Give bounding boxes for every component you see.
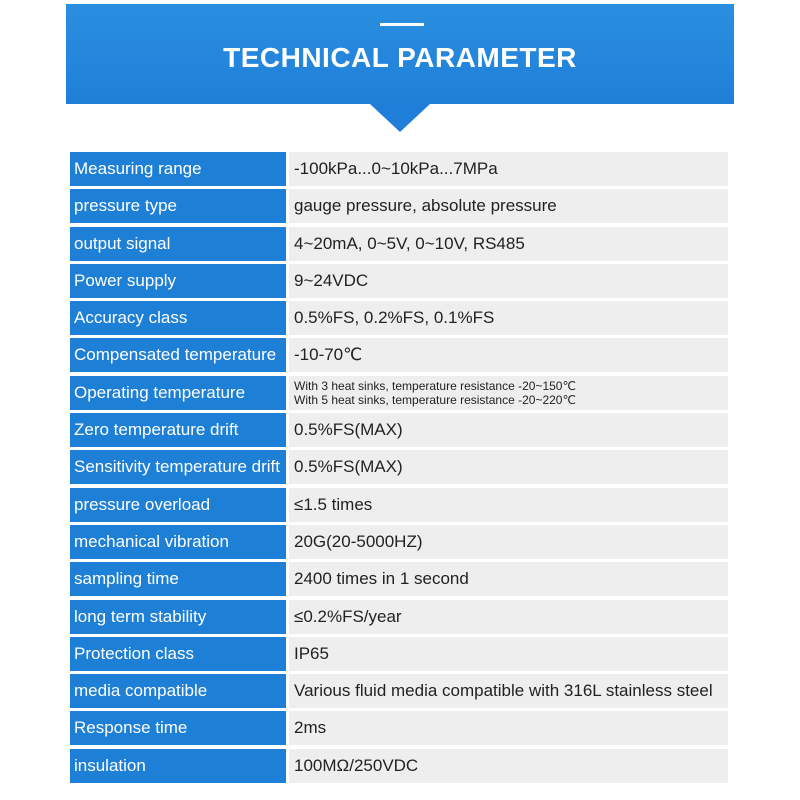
row-label: pressure type [70,189,286,223]
row-label: Compensated temperature [70,338,286,372]
row-label: Measuring range [70,152,286,186]
table-row [70,338,728,372]
table-row [70,413,728,447]
row-label: long term stability [70,600,286,634]
row-value: 0.5%FS(MAX) [289,450,728,484]
table-row [70,711,728,745]
banner-arrow-shape [370,104,430,132]
row-value: 9~24VDC [289,264,728,298]
row-value: ≤0.2%FS/year [289,600,728,634]
table-row [70,264,728,298]
row-value [289,376,728,410]
row-label: output signal [70,227,286,261]
row-label: sampling time [70,562,286,596]
row-value: -10-70℃ [289,338,728,372]
row-label: Protection class [70,637,286,671]
row-value: gauge pressure, absolute pressure [289,189,728,223]
row-label: mechanical vibration [70,525,286,559]
row-label: Operating temperature [70,376,286,410]
row-label: Accuracy class [70,301,286,335]
table-row [70,749,728,783]
row-value: 2ms [289,711,728,745]
table-row [70,525,728,559]
row-label: insulation [70,749,286,783]
row-value: Various fluid media compatible with 316L stainless steel [289,674,728,708]
row-value: 100MΩ/250VDC [289,749,728,783]
banner-divider-line [380,23,424,26]
row-value-line: With 3 heat sinks, temperature resistance -20~150℃ [294,378,576,393]
row-value-line: With 5 heat sinks, temperature resistance -20~220℃ [294,392,576,407]
table-row [70,674,728,708]
table-row [70,488,728,522]
page-title: TECHNICAL PARAMETER [223,42,577,73]
table-row [70,376,728,410]
table-row [70,450,728,484]
row-value: IP65 [289,637,728,671]
table-row [70,637,728,671]
row-label: media compatible [70,674,286,708]
row-value: 20G(20-5000HZ) [289,525,728,559]
row-label: Response time [70,711,286,745]
table-row [70,301,728,335]
table-row [70,152,728,186]
row-value: 0.5%FS, 0.2%FS, 0.1%FS [289,301,728,335]
row-value: ≤1.5 times [289,488,728,522]
row-label: Sensitivity temperature drift [70,450,286,484]
table-row [70,227,728,261]
table-row [70,600,728,634]
row-value: -100kPa...0~10kPa...7MPa [289,152,728,186]
row-value: 0.5%FS(MAX) [289,413,728,447]
row-label: Power supply [70,264,286,298]
row-label: pressure overload [70,488,286,522]
table-row [70,562,728,596]
table-row [70,189,728,223]
row-value: 4~20mA, 0~5V, 0~10V, RS485 [289,227,728,261]
parameter-table [70,152,728,786]
row-value: 2400 times in 1 second [289,562,728,596]
row-label: Zero temperature drift [70,413,286,447]
